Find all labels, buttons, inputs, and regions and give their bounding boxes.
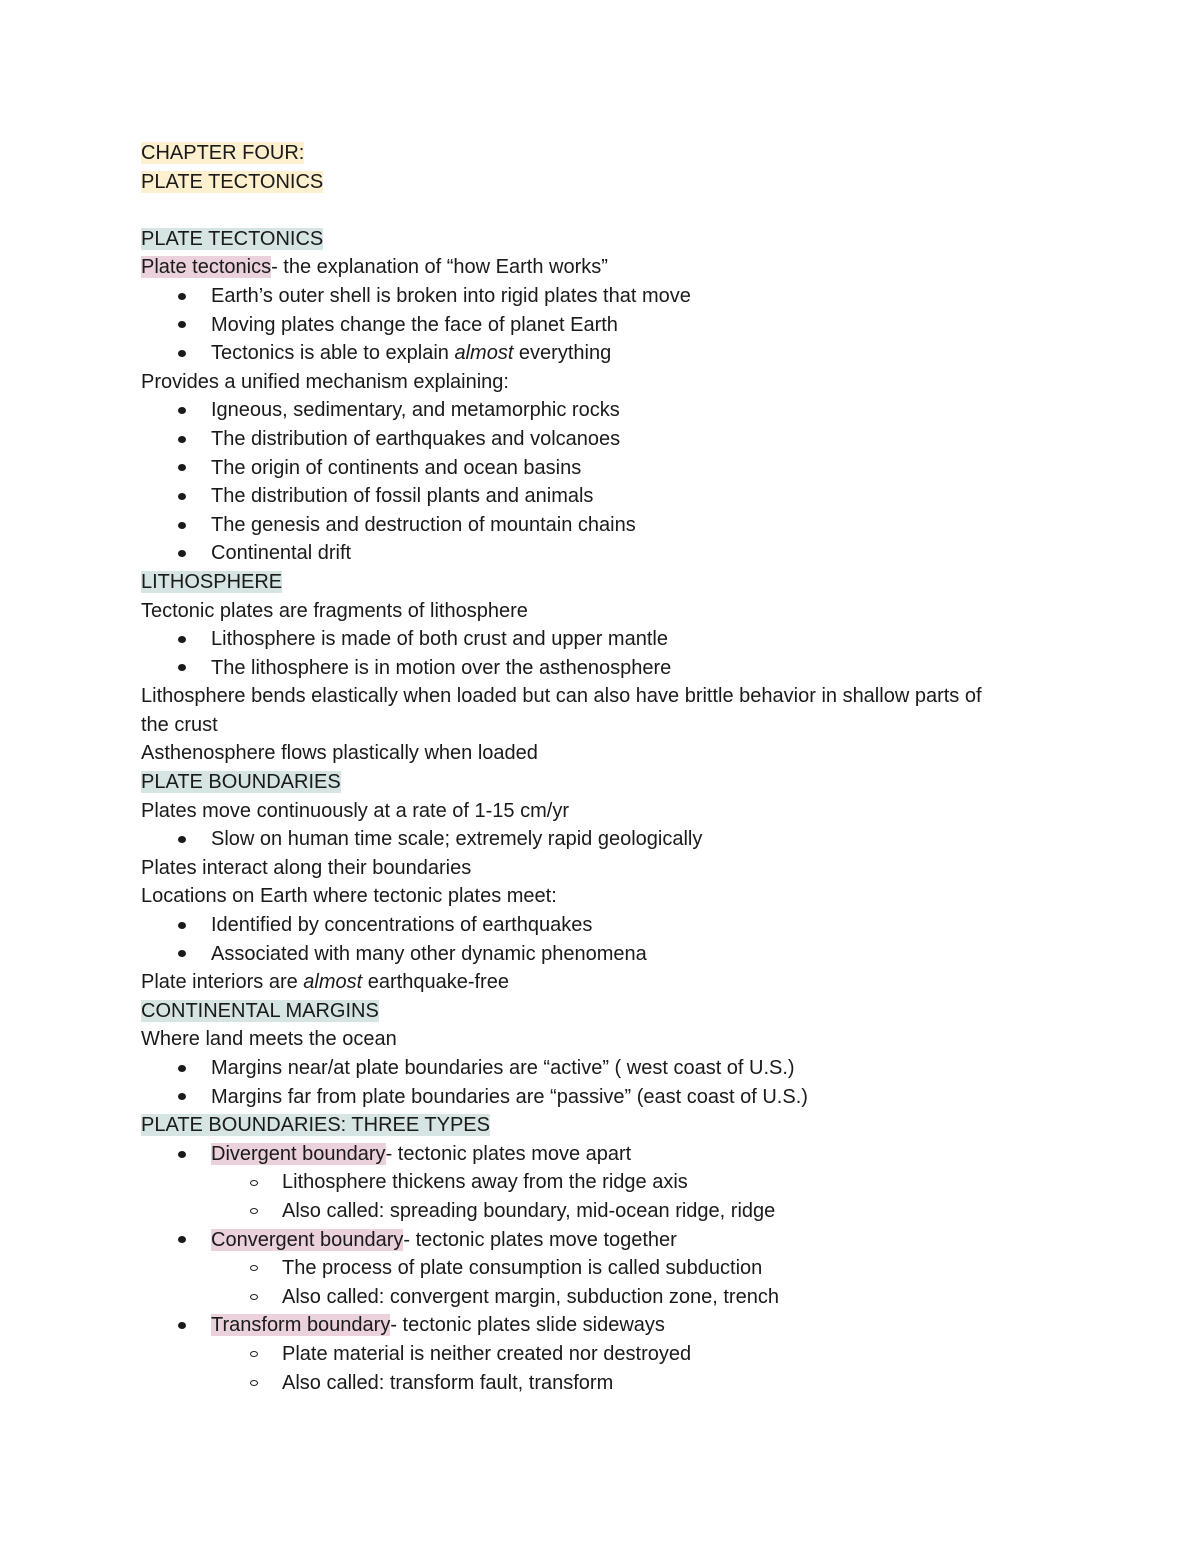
paragraph: Provides a unified mechanism explaining: [141, 370, 509, 393]
list-item: Associated with many other dynamic phenomena [141, 940, 1071, 969]
sub-list-item: The process of plate consumption is called subduction [141, 1254, 1071, 1283]
bullet-dot-icon [178, 922, 186, 929]
bullet-dot-icon [178, 522, 186, 529]
bullet-list [141, 911, 1071, 968]
boundary-types-list [141, 1140, 1071, 1397]
chapter-title: CHAPTER FOUR: [141, 142, 305, 164]
bullet-circle-icon [250, 1380, 258, 1386]
bullet-list [141, 625, 1071, 682]
term-highlight: Transform boundary [211, 1314, 391, 1337]
bullet-circle-icon [250, 1265, 258, 1271]
bullet-dot-icon [178, 293, 186, 300]
bullet-dot-icon [178, 1151, 186, 1158]
list-item: The distribution of fossil plants and animals [141, 482, 1071, 511]
list-item: Tectonics is able to explain almost everything [141, 339, 1071, 368]
bullet-dot-icon [178, 436, 186, 443]
bullet-circle-icon [250, 1351, 258, 1357]
list-item: Igneous, sedimentary, and metamorphic rocks [141, 396, 1071, 425]
bullet-dot-icon [178, 493, 186, 500]
term-highlight: Divergent boundary [211, 1142, 386, 1165]
list-item: Earth’s outer shell is broken into rigid plates that move [141, 282, 1071, 311]
list-item: Moving plates change the face of planet Earth [141, 311, 1071, 340]
definition-plate-tectonics: Plate tectonics- the explanation of “how Earth works” [141, 256, 608, 279]
sub-list-item: Lithosphere thickens away from the ridge axis [141, 1168, 1071, 1197]
list-item-transform: Transform boundary- tectonic plates slide sideways [141, 1311, 1071, 1340]
bullet-dot-icon [178, 1236, 186, 1243]
paragraph: Locations on Earth where tectonic plates meet: [141, 885, 557, 908]
sub-list-item: Also called: spreading boundary, mid-ocean ridge, ridge [141, 1197, 1071, 1226]
sub-list-item: Also called: transform fault, transform [141, 1369, 1071, 1398]
list-item: Slow on human time scale; extremely rapid geologically [141, 825, 1071, 854]
list-item: Continental drift [141, 539, 1071, 568]
list-item: Lithosphere is made of both crust and upper mantle [141, 625, 1071, 654]
sub-list-item: Plate material is neither created nor destroyed [141, 1340, 1071, 1369]
bullet-dot-icon [178, 1093, 186, 1100]
list-item: Margins far from plate boundaries are “passive” (east coast of U.S.) [141, 1083, 1071, 1112]
chapter-subtitle: PLATE TECTONICS [141, 170, 324, 193]
section-heading-plate-boundaries: PLATE BOUNDARIES [141, 771, 341, 794]
section-heading-continental-margins: CONTINENTAL MARGINS [141, 999, 379, 1022]
bullet-circle-icon [250, 1294, 258, 1300]
paragraph: Lithosphere bends elastically when loaded but can also have brittle behavior in shallow parts of [141, 685, 982, 708]
term-highlight: Convergent boundary [211, 1228, 404, 1251]
bullet-list [141, 282, 1071, 368]
bullet-list [141, 1054, 1071, 1111]
bullet-dot-icon [178, 350, 186, 357]
paragraph: Plates move continuously at a rate of 1-15 cm/yr [141, 799, 569, 822]
paragraph: Plate interiors are almost earthquake-free [141, 971, 509, 994]
list-item: The genesis and destruction of mountain chains [141, 511, 1071, 540]
section-heading-three-types: PLATE BOUNDARIES: THREE TYPES [141, 1114, 490, 1137]
bullet-dot-icon [178, 407, 186, 414]
bullet-dot-icon [178, 836, 186, 843]
bullet-dot-icon [178, 464, 186, 471]
list-item: Margins near/at plate boundaries are “active” ( west coast of U.S.) [141, 1054, 1071, 1083]
paragraph: Tectonic plates are fragments of lithosphere [141, 599, 528, 622]
spacer [141, 196, 1071, 225]
paragraph: Where land meets the ocean [141, 1028, 397, 1051]
paragraph: the crust [141, 713, 218, 736]
paragraph: Asthenosphere flows plastically when loaded [141, 742, 538, 765]
list-item: Identified by concentrations of earthquakes [141, 911, 1071, 940]
bullet-list [141, 396, 1071, 568]
bullet-dot-icon [178, 636, 186, 643]
document-body [141, 139, 1071, 1397]
list-item: The distribution of earthquakes and volcanoes [141, 425, 1071, 454]
list-item-divergent: Divergent boundary- tectonic plates move apart [141, 1140, 1071, 1169]
term-highlight: Plate tectonics [141, 256, 272, 279]
bullet-dot-icon [178, 1065, 186, 1072]
list-item: The lithosphere is in motion over the asthenosphere [141, 654, 1071, 683]
bullet-list [141, 825, 1071, 854]
list-item: The origin of continents and ocean basins [141, 454, 1071, 483]
section-heading-plate-tectonics: PLATE TECTONICS [141, 227, 324, 250]
list-item-convergent: Convergent boundary- tectonic plates move together [141, 1226, 1071, 1255]
bullet-dot-icon [178, 1322, 186, 1329]
section-heading-lithosphere: LITHOSPHERE [141, 570, 283, 593]
bullet-dot-icon [178, 321, 186, 328]
bullet-circle-icon [250, 1208, 258, 1214]
paragraph: Plates interact along their boundaries [141, 856, 472, 879]
bullet-circle-icon [250, 1180, 258, 1186]
bullet-dot-icon [178, 950, 186, 957]
bullet-dot-icon [178, 550, 186, 557]
bullet-dot-icon [178, 664, 186, 671]
sub-list-item: Also called: convergent margin, subduction zone, trench [141, 1283, 1071, 1312]
